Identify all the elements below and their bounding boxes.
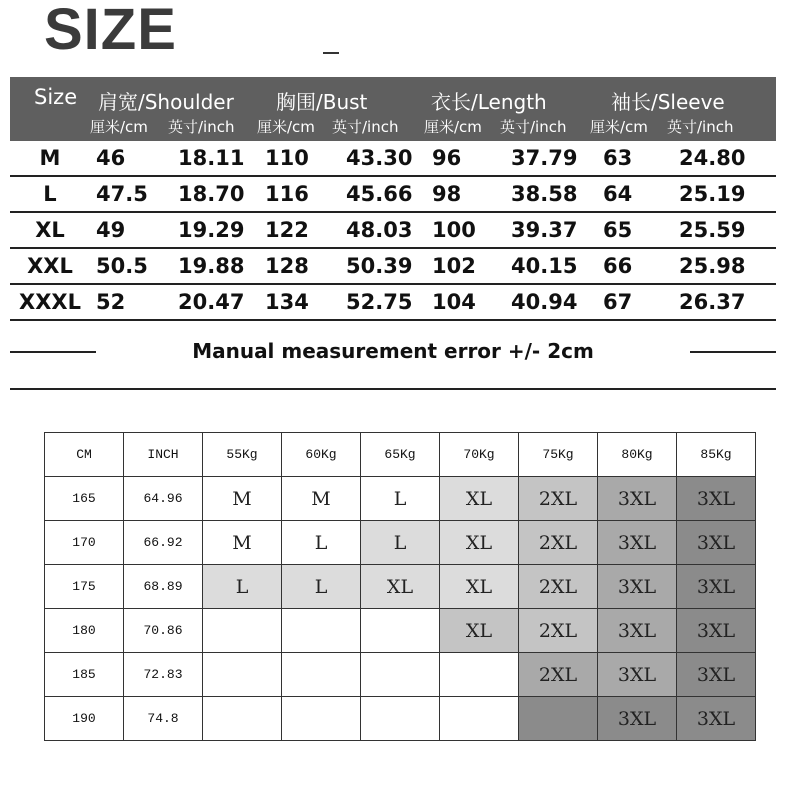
- size-cell: [361, 697, 440, 741]
- size-cell: 3XL: [677, 477, 756, 521]
- height-inch: 74.8: [124, 697, 203, 741]
- weight-header: 80Kg: [598, 433, 677, 477]
- measurement-value: 40.15: [511, 254, 578, 278]
- measurement-value: 24.80: [679, 146, 746, 170]
- table-row: [45, 565, 756, 609]
- page-title: SIZE: [44, 0, 177, 62]
- weight-header: 65Kg: [361, 433, 440, 477]
- measurement-value: 46: [96, 146, 126, 170]
- size-cell: [440, 653, 519, 697]
- measurement-note-text: Manual measurement error +/- 2cm: [192, 339, 594, 363]
- unit-label: 厘米/cm: [257, 118, 315, 136]
- size-cell: [361, 609, 440, 653]
- size-cell: 3XL: [598, 565, 677, 609]
- size-cell: L: [282, 521, 361, 565]
- measurement-value: 45.66: [346, 182, 413, 206]
- size-cell: L: [361, 521, 440, 565]
- height-inch: 66.92: [124, 521, 203, 565]
- weight-header: 85Kg: [677, 433, 756, 477]
- height-cm: 175: [45, 565, 124, 609]
- measurement-value: 134: [265, 290, 309, 314]
- measurement-value: 38.58: [511, 182, 578, 206]
- size-label: XL: [35, 218, 65, 242]
- cm-header: CM: [45, 433, 124, 477]
- shoulder-header: 肩宽/Shoulder: [98, 90, 234, 114]
- measurement-value: 100: [432, 218, 476, 242]
- size-cell: 3XL: [677, 653, 756, 697]
- measurement-value: 26.37: [679, 290, 746, 314]
- size-cell: [203, 697, 282, 741]
- measurement-value: 104: [432, 290, 476, 314]
- size-cell: M: [282, 477, 361, 521]
- inch-header: INCH: [124, 433, 203, 477]
- size-cell: 3XL: [598, 609, 677, 653]
- table-row: [45, 477, 756, 521]
- size-cell: 2XL: [519, 609, 598, 653]
- measurement-value: 67: [603, 290, 633, 314]
- sleeve-header: 袖长/Sleeve: [611, 90, 725, 114]
- size-row: [10, 141, 776, 177]
- unit-label: 英寸/inch: [168, 118, 235, 136]
- table-row: [45, 653, 756, 697]
- measurement-value: 110: [265, 146, 309, 170]
- table-row: [45, 609, 756, 653]
- grid-header-row: [45, 433, 756, 477]
- measurement-value: 65: [603, 218, 633, 242]
- size-cell: 2XL: [519, 565, 598, 609]
- dash-mark: [323, 52, 339, 54]
- measurement-value: 20.47: [178, 290, 245, 314]
- size-label: M: [39, 146, 61, 170]
- size-cell: [203, 609, 282, 653]
- measurement-value: 19.88: [178, 254, 245, 278]
- size-cell: [203, 653, 282, 697]
- measurement-value: 48.03: [346, 218, 413, 242]
- size-cell: 3XL: [598, 697, 677, 741]
- measurement-value: 116: [265, 182, 309, 206]
- unit-label: 英寸/inch: [332, 118, 399, 136]
- weight-header: 60Kg: [282, 433, 361, 477]
- size-cell: 3XL: [598, 521, 677, 565]
- size-cell: [282, 697, 361, 741]
- size-cell: 3XL: [598, 477, 677, 521]
- table-row: [45, 521, 756, 565]
- measurement-value: 37.79: [511, 146, 578, 170]
- size-measurement-table: [10, 77, 776, 321]
- measurement-value: 18.11: [178, 146, 245, 170]
- size-cell: L: [203, 565, 282, 609]
- measurement-note: [10, 330, 776, 390]
- height-inch: 72.83: [124, 653, 203, 697]
- unit-label: 英寸/inch: [500, 118, 567, 136]
- measurement-value: 43.30: [346, 146, 413, 170]
- measurement-value: 47.5: [96, 182, 148, 206]
- unit-label: 厘米/cm: [424, 118, 482, 136]
- measurement-value: 64: [603, 182, 633, 206]
- size-cell: 3XL: [677, 609, 756, 653]
- size-cell: L: [361, 477, 440, 521]
- height-inch: 64.96: [124, 477, 203, 521]
- size-cell: 3XL: [598, 653, 677, 697]
- measurement-value: 96: [432, 146, 462, 170]
- size-label: XXXL: [19, 290, 81, 314]
- size-cell: [361, 653, 440, 697]
- measurement-value: 39.37: [511, 218, 578, 242]
- size-row: [10, 249, 776, 285]
- size-cell: 2XL: [519, 521, 598, 565]
- measurement-value: 25.59: [679, 218, 746, 242]
- size-cell: 2XL: [519, 477, 598, 521]
- size-cell: XL: [361, 565, 440, 609]
- measurement-value: 50.5: [96, 254, 148, 278]
- table-row: [45, 697, 756, 741]
- measurement-value: 102: [432, 254, 476, 278]
- measurement-value: 25.98: [679, 254, 746, 278]
- size-cell: XL: [440, 565, 519, 609]
- measurement-value: 122: [265, 218, 309, 242]
- height-cm: 180: [45, 609, 124, 653]
- size-table-body: [10, 141, 776, 321]
- size-table-header: [10, 77, 776, 141]
- weight-header: 75Kg: [519, 433, 598, 477]
- size-cell: [440, 697, 519, 741]
- divider: [690, 351, 776, 353]
- unit-label: 厘米/cm: [90, 118, 148, 136]
- size-cell: [519, 697, 598, 741]
- size-cell: 3XL: [677, 697, 756, 741]
- measurement-value: 25.19: [679, 182, 746, 206]
- height-cm: 190: [45, 697, 124, 741]
- unit-label: 英寸/inch: [667, 118, 734, 136]
- size-cell: 2XL: [519, 653, 598, 697]
- measurement-value: 63: [603, 146, 633, 170]
- size-cell: XL: [440, 477, 519, 521]
- size-row: [10, 177, 776, 213]
- measurement-value: 50.39: [346, 254, 413, 278]
- height-inch: 68.89: [124, 565, 203, 609]
- length-header: 衣长/Length: [431, 90, 547, 114]
- measurement-value: 98: [432, 182, 462, 206]
- measurement-value: 19.29: [178, 218, 245, 242]
- size-cell: [282, 609, 361, 653]
- height-cm: 185: [45, 653, 124, 697]
- size-cell: M: [203, 521, 282, 565]
- size-cell: 3XL: [677, 565, 756, 609]
- size-cell: 3XL: [677, 521, 756, 565]
- size-cell: M: [203, 477, 282, 521]
- size-cell: [282, 653, 361, 697]
- height-inch: 70.86: [124, 609, 203, 653]
- measurement-value: 128: [265, 254, 309, 278]
- measurement-value: 52.75: [346, 290, 413, 314]
- size-cell: XL: [440, 521, 519, 565]
- weight-header: 70Kg: [440, 433, 519, 477]
- unit-label: 厘米/cm: [590, 118, 648, 136]
- measurement-value: 52: [96, 290, 126, 314]
- height-cm: 170: [45, 521, 124, 565]
- weight-height-size-table: [44, 432, 756, 741]
- measurement-value: 66: [603, 254, 633, 278]
- size-cell: L: [282, 565, 361, 609]
- size-row: [10, 285, 776, 321]
- measurement-value: 18.70: [178, 182, 245, 206]
- measurement-value: 40.94: [511, 290, 578, 314]
- bust-header: 胸围/Bust: [276, 90, 368, 114]
- size-column-label: Size: [34, 85, 78, 109]
- size-row: [10, 213, 776, 249]
- size-label: XXL: [27, 254, 73, 278]
- weight-header: 55Kg: [203, 433, 282, 477]
- size-cell: XL: [440, 609, 519, 653]
- measurement-value: 49: [96, 218, 126, 242]
- height-cm: 165: [45, 477, 124, 521]
- size-label: L: [43, 182, 57, 206]
